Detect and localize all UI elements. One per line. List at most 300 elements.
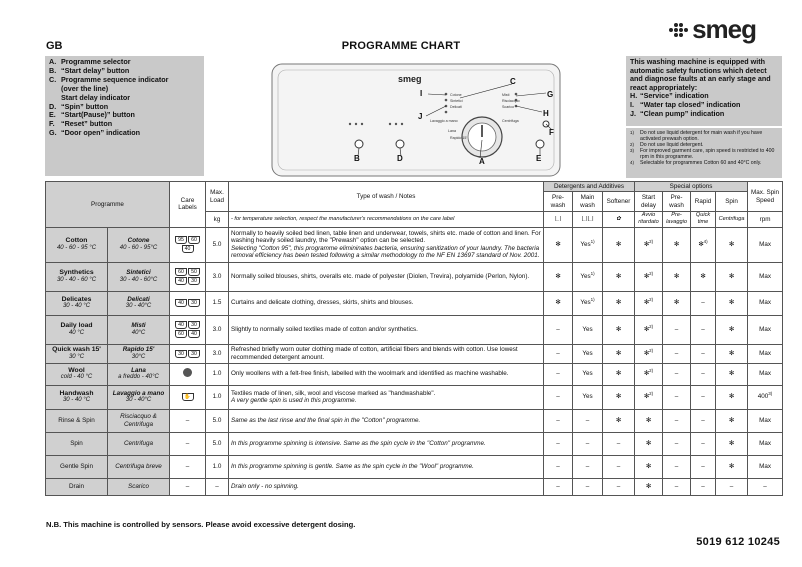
cell-value: Max — [759, 349, 771, 357]
cell-spin — [716, 432, 748, 455]
table-row — [46, 455, 783, 478]
footnote-ref: 2) — [649, 323, 654, 329]
component-label: (over the line) — [61, 83, 109, 93]
cell-value: – — [556, 349, 560, 357]
cell-value: – — [701, 370, 705, 378]
cell-value: ✻ — [728, 393, 735, 401]
wash-note-italic: In this programme spinning is intensive. Same as the spin cycle in the "Cotton" programme. — [231, 439, 486, 447]
panel-callout-a: A — [479, 157, 485, 166]
programme-name-it — [108, 478, 170, 495]
cell-main — [573, 227, 603, 262]
programme-it-label: Delicati — [127, 295, 150, 303]
cell-value: ✻ — [615, 325, 622, 333]
cell-value: ✻ — [643, 272, 650, 280]
col-header: Softener — [603, 192, 635, 212]
cell-value: – — [674, 325, 679, 333]
cell-value: ✻ — [700, 272, 706, 280]
cell-pre — [544, 344, 573, 363]
cell-soft — [603, 344, 635, 363]
cell-value: Max — [759, 462, 771, 470]
table-row — [46, 385, 783, 409]
cell-main — [573, 432, 603, 455]
brand-logo — [669, 14, 756, 45]
cell-rapid — [691, 315, 716, 344]
cell-max — [748, 363, 783, 385]
component-item — [49, 129, 200, 138]
cell-spin — [716, 227, 748, 262]
footnote-ref: 1) — [590, 270, 595, 276]
programme-it-label: Cotone — [127, 237, 150, 245]
programme-name-en — [46, 409, 108, 432]
cell-value: Yes — [580, 272, 591, 280]
cell-rapid — [691, 385, 716, 409]
cell-rapid — [691, 409, 716, 432]
wash-notes — [229, 227, 544, 262]
programme-name-en — [46, 363, 108, 385]
cell-value: – — [674, 439, 679, 447]
cell-max — [748, 262, 783, 291]
programme-name-en — [46, 385, 108, 409]
cell-value: Max — [759, 370, 771, 378]
cell-rapid — [691, 262, 716, 291]
panel-callout-g: G — [547, 90, 554, 99]
wash-tub-icon: 40 — [175, 299, 187, 307]
dispenser-icon: |_| — [544, 212, 573, 228]
care-labels-cell — [170, 455, 206, 478]
programme-name-en — [46, 262, 108, 291]
wash-note-text: Curtains and delicate clothing, dresses, skirts, shirts and blouses. — [231, 299, 414, 307]
wash-notes — [229, 363, 544, 385]
programme-it-temp: 30 - 40°C — [125, 303, 152, 310]
max-load: 1.0 — [206, 363, 229, 385]
table-row — [46, 363, 783, 385]
programme-en-temp: 40 °C — [68, 329, 85, 336]
cell-delay — [635, 291, 663, 315]
cell-delay — [635, 409, 663, 432]
document-code: 5019 612 10245 — [696, 536, 780, 548]
cell-pre — [544, 291, 573, 315]
wash-notes — [229, 478, 544, 495]
cell-value: Max — [759, 272, 771, 280]
wash-tub-icon: 60 — [188, 236, 200, 244]
cell-delay — [635, 478, 663, 495]
care-labels-cell — [170, 227, 206, 262]
cell-value: ✻ — [615, 299, 622, 307]
cell-spin — [716, 262, 748, 291]
cell-value: ✻ — [615, 272, 622, 280]
care-labels-cell — [170, 344, 206, 363]
table-row — [46, 291, 783, 315]
cell-value: ✻ — [643, 349, 650, 357]
wash-tub-icon: 30 — [188, 277, 200, 285]
wash-note-italic: Same as the last rinse and the final spin in the "Cotton" programme. — [231, 416, 421, 424]
programme-name-it — [108, 315, 170, 344]
component-label: “Reset” button — [61, 119, 113, 129]
cell-main — [573, 478, 603, 495]
cell-main — [573, 315, 603, 344]
start-delay-button-shape — [355, 140, 363, 148]
dial-label: Sintetici — [450, 99, 463, 103]
cell-value: ✻ — [645, 462, 652, 470]
wash-tub-icon: 30 — [188, 321, 200, 329]
panel-brand: smeg — [398, 74, 422, 84]
table-row — [46, 478, 783, 495]
programme-it-temp: 30 - 40°C — [125, 397, 152, 404]
programme-it-label: Centrifuga — [123, 439, 154, 447]
table-row — [46, 262, 783, 291]
max-load: 3.0 — [206, 262, 229, 291]
cell-value: – — [556, 416, 560, 424]
component-key: B. — [49, 65, 57, 75]
footnote-ref: 2) — [649, 368, 654, 374]
programme-name-en — [46, 315, 108, 344]
wash-tub-icon: 40 — [175, 321, 187, 329]
safety-key: I. — [630, 99, 634, 109]
cell-delay — [635, 385, 663, 409]
header-spin-unit: rpm — [748, 212, 783, 228]
control-panel-illustration — [270, 60, 562, 180]
wash-tub-icon: 40 — [175, 277, 187, 285]
component-label: “Start(Pause)” button — [61, 110, 135, 120]
col-subheader: Centrifuga — [716, 212, 748, 228]
programme-name-it — [108, 455, 170, 478]
footnote-key: 1) — [630, 130, 635, 135]
cell-value: – — [701, 416, 705, 424]
cell-value: ✻ — [728, 325, 735, 333]
programme-it-label: Rapido 15' — [122, 346, 155, 354]
programme-name-en — [46, 344, 108, 363]
dispenser-icon: ✿ — [603, 212, 635, 228]
footnote-text: Do not use liquid detergent for main wash if you have activated prewash option. — [640, 130, 763, 143]
col-header: Main wash — [573, 192, 603, 212]
cell-value: ✻ — [555, 240, 561, 248]
wash-note-text: Textiles made of linen, silk, wool and viscose marked as "handwashable". — [231, 389, 436, 397]
component-key: G. — [49, 128, 57, 138]
cell-spin — [716, 455, 748, 478]
cell-value: ✻ — [698, 240, 704, 248]
wash-tub-icon: 30 — [188, 299, 200, 307]
cell-delay — [635, 315, 663, 344]
cell-value: ✻ — [643, 299, 650, 307]
cell-delay — [635, 262, 663, 291]
cell-pre — [544, 478, 573, 495]
cell-main — [573, 409, 603, 432]
cell-value: Max — [759, 325, 771, 333]
cell-prew — [663, 344, 691, 363]
component-label: Programme sequence indicator — [61, 74, 169, 84]
dispenser-icon: |_||_| — [573, 212, 603, 228]
wash-note-text: Normally to heavily soiled bed linen, table linen and underwear, towels, shirts etc. made of cotton and linen. For washing heavily soiled laundry, the "Prewash" option can be selected. — [231, 230, 541, 245]
wash-tub-icon: 40 — [182, 245, 194, 253]
footnote — [630, 130, 778, 142]
wash-notes — [229, 262, 544, 291]
programme-en-label: Quick wash 15' — [52, 346, 101, 354]
table-row — [46, 432, 783, 455]
care-labels-cell — [170, 315, 206, 344]
cell-value: 400 — [757, 393, 769, 401]
cell-value: ✻ — [728, 462, 735, 470]
footnote-ref: 3) — [768, 391, 773, 397]
cell-delay — [635, 455, 663, 478]
footnote-ref: 2) — [649, 270, 654, 276]
programme-it-temp: a freddo - 40°C — [118, 374, 159, 381]
cell-value: ✻ — [673, 299, 680, 307]
cell-max — [748, 344, 783, 363]
dial-label: Misti — [502, 93, 510, 97]
wash-tub-icon: 60 — [175, 268, 187, 276]
cell-spin — [716, 344, 748, 363]
cell-value: ✻ — [728, 416, 735, 424]
cell-delay — [635, 363, 663, 385]
cell-main — [573, 262, 603, 291]
wash-note-italic: Selecting "Cotton 95", this programme elimininates bacteria, ensuring sanitization of your laundry. The bacteria removal efficiency has been tested following a similar methodology to the NF EN 13697 standard of Nov. 2001. — [231, 244, 540, 259]
cell-value: ✻ — [645, 439, 652, 447]
programme-en-temp: 30 - 40 °C — [62, 397, 91, 404]
cell-value: – — [556, 439, 560, 447]
cell-value: – — [585, 462, 590, 470]
programme-it-temp: 30°C — [131, 353, 146, 360]
component-key: C. — [49, 74, 57, 84]
panel-callout-i: I — [420, 89, 423, 98]
cell-value: ✻ — [643, 393, 650, 401]
cell-pre — [544, 385, 573, 409]
cell-rapid — [691, 455, 716, 478]
programme-en-label: Drain — [68, 482, 85, 490]
care-labels-cell — [170, 262, 206, 291]
component-key: F. — [49, 119, 55, 129]
care-symbols — [174, 299, 202, 307]
footnote-key: 4) — [630, 160, 635, 166]
cell-prew — [663, 455, 691, 478]
cell-main — [573, 344, 603, 363]
woolmark-icon — [183, 368, 192, 377]
safety-key: H. — [630, 91, 638, 101]
safety-intro: This washing machine is equipped with automatic safety functions which detect and diagnose faults at an early stage and react appropriately: — [630, 57, 771, 92]
cell-value: – — [729, 482, 734, 490]
cell-prew — [663, 315, 691, 344]
col-header: Spin — [716, 192, 748, 212]
programme-en-label: Delicates — [61, 295, 92, 303]
cell-soft — [603, 385, 635, 409]
programme-en-temp: 30 °C — [68, 353, 85, 360]
panel-callout-h: H — [543, 109, 549, 118]
cell-value: – — [674, 393, 679, 401]
component-legend — [45, 56, 204, 176]
cell-max — [748, 385, 783, 409]
handwash-icon: ✋ — [182, 393, 194, 401]
cell-max — [748, 455, 783, 478]
wash-notes — [229, 385, 544, 409]
footer-note: N.B. This machine is controlled by sensors. Please avoid excessive detergent dosing. — [46, 520, 356, 529]
wash-notes — [229, 455, 544, 478]
cell-value: ✻ — [673, 240, 680, 248]
max-load: 5.0 — [206, 227, 229, 262]
panel-callout-b: B — [354, 154, 360, 163]
programme-en-label: Synthetics — [59, 269, 94, 277]
cell-value: ✻ — [645, 416, 652, 424]
care-dash: – — [185, 416, 190, 424]
programme-en-label: Rinse & Spin — [58, 416, 95, 424]
cell-value: – — [556, 370, 560, 378]
cell-delay — [635, 227, 663, 262]
max-load: 5.0 — [206, 409, 229, 432]
cell-value: ✻ — [643, 240, 650, 248]
programme-name-it — [108, 227, 170, 262]
cell-value: – — [616, 482, 621, 490]
panel-callout-e: E — [536, 154, 542, 163]
programme-en-label: Handwash — [59, 389, 94, 397]
cell-soft — [603, 478, 635, 495]
cell-main — [573, 385, 603, 409]
start-pause-button-shape — [536, 140, 544, 148]
programme-en-label: Spin — [70, 439, 83, 447]
col-header: Rapid — [691, 192, 716, 212]
cell-soft — [603, 262, 635, 291]
wash-note-italic: In this programme spinning is gentle. Same as the spin cycle in the "Wool" programme. — [231, 462, 474, 470]
cell-rapid — [691, 344, 716, 363]
cell-value: ✻ — [615, 393, 622, 401]
programme-it-temp: 40 - 60 - 95°C — [119, 244, 158, 251]
cell-value: – — [701, 482, 705, 490]
cell-rapid — [691, 291, 716, 315]
wash-note-text: Slightly to normally soiled textiles made of cotton and/or synthetics. — [231, 325, 418, 333]
component-label: Start delay indicator — [61, 92, 131, 102]
dial-label: Rapido 15' — [450, 136, 468, 140]
component-key: E. — [49, 110, 56, 120]
cell-value: – — [701, 299, 705, 307]
wash-note-text: Normally soiled blouses, shirts, overalls etc. made of polyester (Diolen, Trevira), polyamide (Perlon, Nylon). — [231, 272, 530, 280]
care-symbols — [174, 236, 202, 253]
wash-tub-icon: 30 — [175, 350, 187, 358]
cell-soft — [603, 455, 635, 478]
cell-value: ✻ — [728, 370, 735, 378]
safety-label: “Water tap closed” indication — [640, 99, 741, 109]
programme-name-it — [108, 344, 170, 363]
cell-value: – — [556, 462, 560, 470]
cell-value: ✻ — [615, 240, 622, 248]
cell-spin — [716, 478, 748, 495]
cell-value: – — [556, 393, 560, 401]
component-label: “Door open” indication — [61, 128, 141, 138]
cell-soft — [603, 291, 635, 315]
cell-spin — [716, 363, 748, 385]
header-programme: Programme — [46, 182, 170, 228]
footnote-ref: 4) — [703, 238, 708, 244]
footnote-ref: 2) — [649, 347, 654, 353]
cell-value: ✻ — [673, 272, 680, 280]
max-load: – — [206, 478, 229, 495]
cell-rapid — [691, 432, 716, 455]
cell-value: – — [616, 462, 621, 470]
brand-name: smeg — [692, 14, 756, 44]
programme-it-label: Sintetici — [126, 269, 151, 277]
programme-chart-table — [45, 181, 783, 496]
care-dash: – — [185, 439, 190, 447]
cell-soft — [603, 432, 635, 455]
cell-value: – — [701, 325, 705, 333]
table-row — [46, 344, 783, 363]
cell-value: ✻ — [728, 272, 735, 280]
cell-value: Max — [759, 416, 771, 424]
cell-value: Yes — [582, 370, 593, 378]
cell-value: – — [701, 462, 705, 470]
cell-max — [748, 409, 783, 432]
header-max-spin: Max. Spin Speed — [748, 182, 783, 212]
cell-value: ✻ — [728, 439, 735, 447]
max-load: 3.0 — [206, 344, 229, 363]
col-subheader: Avvio ritardato — [635, 212, 663, 228]
cell-value: – — [585, 439, 590, 447]
programme-name-it — [108, 363, 170, 385]
page-title: PROGRAMME CHART — [341, 40, 461, 52]
safety-item — [630, 110, 778, 119]
care-symbols — [174, 268, 202, 285]
cell-value: – — [763, 482, 767, 490]
header-detergents: Detergents and Additives — [544, 182, 635, 192]
max-load: 3.0 — [206, 315, 229, 344]
programme-en-temp: cold - 40 °C — [60, 374, 93, 381]
dial-label: Scarico — [502, 105, 514, 109]
cell-value: – — [674, 482, 679, 490]
panel-callout-c: C — [510, 77, 516, 86]
programme-en-temp: 40 - 60 - 95 °C — [56, 244, 97, 251]
wash-notes — [229, 291, 544, 315]
footnote-key: 3) — [630, 148, 635, 154]
cell-soft — [603, 227, 635, 262]
programme-name-it — [108, 385, 170, 409]
cell-max — [748, 227, 783, 262]
component-label: “Spin” button — [61, 101, 109, 111]
cell-value: – — [674, 349, 679, 357]
wash-tub-icon: 60 — [175, 330, 187, 338]
cell-prew — [663, 363, 691, 385]
programme-it-temp: 40°C — [131, 329, 146, 336]
cell-rapid — [691, 227, 716, 262]
footnote-text: Selectable for programmes Cotton 60 and 40°C only. — [640, 160, 762, 167]
cell-value: – — [701, 439, 705, 447]
footnote-text: Do not use liquid detergent. — [640, 142, 704, 149]
programme-it-label: Lavaggio a mano — [112, 389, 165, 397]
programme-en-label: Gentle Spin — [60, 462, 93, 470]
programme-en-label: Daily load — [60, 322, 93, 330]
programme-it-label: Risciacquo & Centrifuga — [120, 413, 157, 428]
programme-en-label: Wool — [68, 366, 85, 374]
wash-note-text: Refreshed briefly worn outer clothing made of cotton, artificial fibers and blends with cotton. Use lowest recommended detergent amount. — [231, 346, 518, 361]
cell-spin — [716, 409, 748, 432]
cell-pre — [544, 432, 573, 455]
wash-note-italic: Drain only - no spinning. — [231, 482, 299, 490]
dial-label: Delicati — [450, 105, 462, 109]
cell-value: Yes — [580, 299, 591, 307]
cell-rapid — [691, 363, 716, 385]
panel-callout-d: D — [397, 154, 403, 163]
cell-spin — [716, 385, 748, 409]
cell-value: ✻ — [643, 370, 650, 378]
dial-label: Lavaggio a mano — [430, 119, 458, 123]
footnote-ref: 2) — [649, 391, 654, 397]
programme-en-label: Cotton — [65, 237, 88, 245]
header-type-of-wash: Type of wash / Notes — [229, 182, 544, 212]
cell-value: – — [701, 393, 705, 401]
footnote-key: 2) — [630, 142, 635, 148]
wash-notes — [229, 432, 544, 455]
care-dash: – — [185, 462, 190, 470]
region-code: GB — [46, 40, 63, 52]
wash-note-text: Only woollens with a felt-free finish, labelled with the woolmark and identified as machine washable. — [231, 370, 509, 378]
programme-name-en — [46, 478, 108, 495]
programme-it-temp: 30 - 40 - 60°C — [119, 276, 158, 283]
header-special-options: Special options — [635, 182, 748, 192]
